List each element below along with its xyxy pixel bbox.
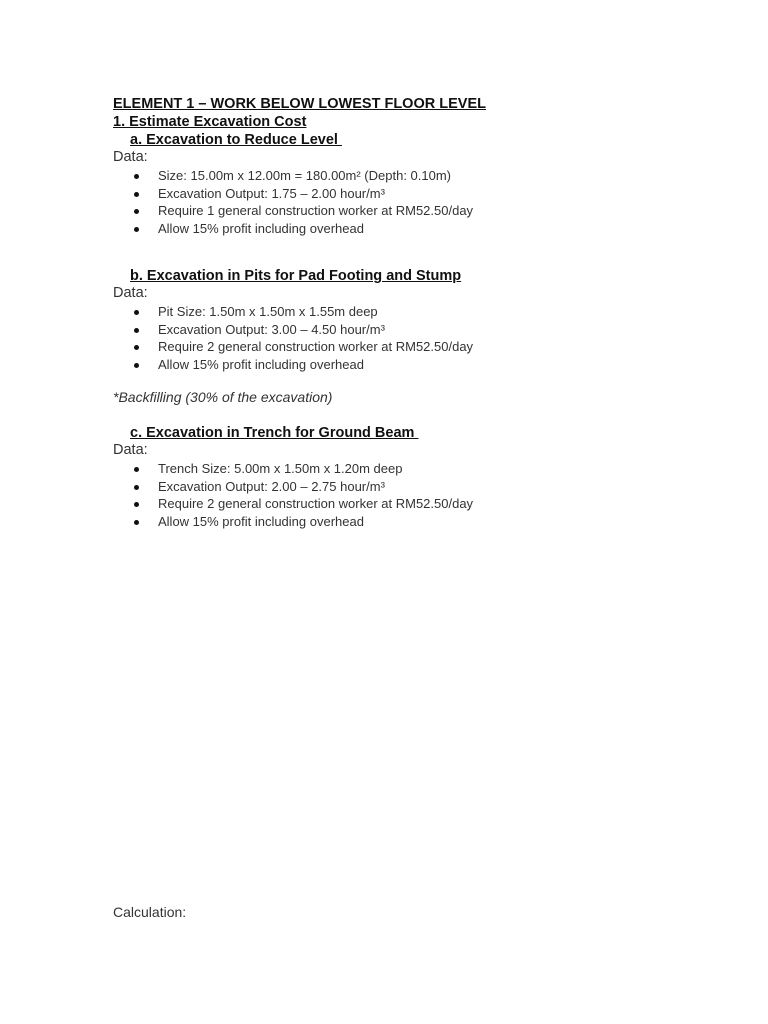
list-item [113, 220, 713, 238]
part-c-list [113, 460, 713, 530]
backfilling-note: *Backfilling (30% of the excavation) [113, 389, 333, 405]
list-item [113, 338, 713, 356]
document-content [113, 95, 713, 530]
list-item [113, 356, 713, 374]
part-a-list [113, 167, 713, 237]
section-title: 1. Estimate Excavation Cost [113, 114, 307, 130]
part-b [113, 267, 713, 406]
list-item [113, 460, 713, 478]
list-item [113, 513, 713, 531]
list-item-text: Require 2 general construction worker at RM52.50/day [158, 496, 474, 511]
bullet-icon [134, 520, 139, 525]
bullet-icon [134, 310, 139, 315]
list-item [113, 495, 713, 513]
part-c-title: c. Excavation in Trench for Ground Beam [130, 425, 419, 441]
list-item-text: Size: 15.00m x 12.00m = 180.00m² (Depth: 0.10m) [158, 168, 452, 183]
list-item-text: Allow 15% profit including overhead [158, 356, 364, 372]
list-item-text: Excavation Output: 3.00 – 4.50 hour/m³ [158, 321, 385, 337]
list-item [113, 167, 713, 185]
element-title: ELEMENT 1 – WORK BELOW LOWEST FLOOR LEVEL [113, 96, 486, 112]
list-item-text: Excavation Output: 1.75 – 2.00 hour/m³ [158, 185, 385, 201]
list-item [113, 303, 713, 321]
list-item-text: Require 1 general construction worker at RM52.50/day [158, 203, 474, 218]
list-item-text: Excavation Output: 2.00 – 2.75 hour/m³ [158, 478, 385, 494]
bullet-icon [134, 209, 139, 214]
list-item-text: Require 2 general construction worker at RM52.50/day [158, 339, 474, 354]
list-item [113, 185, 713, 203]
bullet-icon [134, 363, 139, 368]
bullet-icon [134, 485, 139, 490]
part-b-title: b. Excavation in Pits for Pad Footing and Stump [130, 268, 462, 284]
bullet-icon [134, 467, 139, 472]
part-a-title: a. Excavation to Reduce Level [130, 132, 342, 148]
part-c [113, 424, 713, 530]
calculation-label: Calculation: [113, 904, 187, 920]
list-item-text: Pit Size: 1.50m x 1.50m x 1.55m deep [158, 304, 378, 319]
part-c-data-label: Data: [113, 442, 148, 458]
list-item [113, 202, 713, 220]
list-item-text: Allow 15% profit including overhead [158, 220, 364, 236]
part-a-data-label: Data: [113, 149, 148, 165]
part-b-data-label: Data: [113, 285, 148, 301]
bullet-icon [134, 192, 139, 197]
bullet-icon [134, 345, 139, 350]
bullet-icon [134, 328, 139, 333]
bullet-icon [134, 227, 139, 232]
part-b-list [113, 303, 713, 373]
part-a [113, 131, 713, 237]
list-item-text: Trench Size: 5.00m x 1.50m x 1.20m deep [158, 461, 403, 476]
list-item-text: Allow 15% profit including overhead [158, 513, 364, 529]
bullet-icon [134, 502, 139, 507]
bullet-icon [134, 174, 139, 179]
list-item [113, 478, 713, 496]
list-item [113, 321, 713, 339]
